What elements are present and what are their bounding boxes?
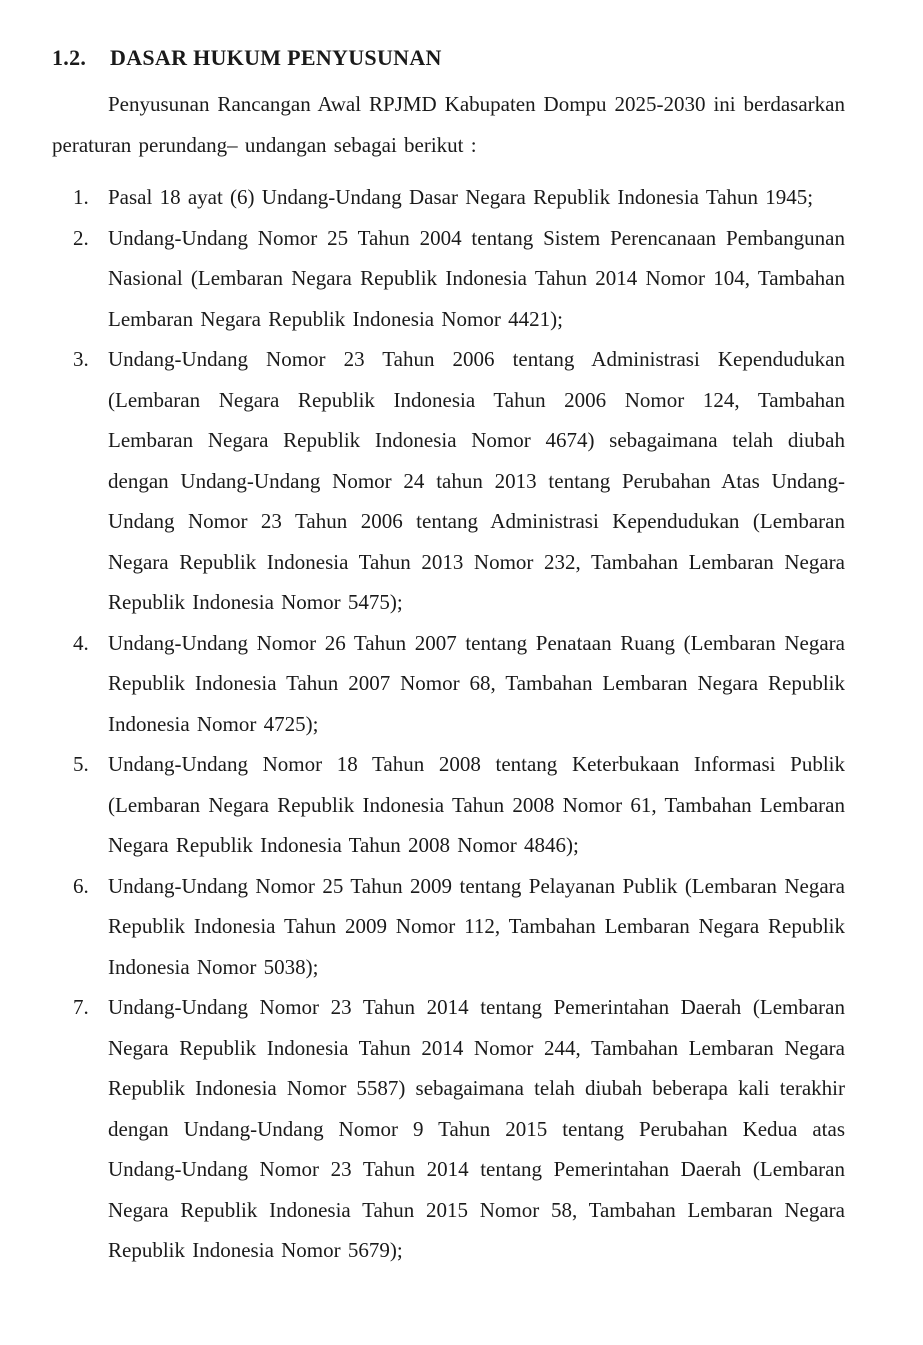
list-item-number: 4. xyxy=(73,630,89,655)
list-item-number: 6. xyxy=(73,873,89,898)
list-item-text: Undang-Undang Nomor 18 Tahun 2008 tentang Keterbukaan Informasi Publik (Lembaran Negara Republik Indonesia Tahun 2008 Nomor 61, Tambahan Lembaran Negara Republik Indonesia Tahun 2008 Nomor 4846); xyxy=(108,752,845,857)
section-number: 1.2. xyxy=(52,45,87,70)
list-item xyxy=(52,218,845,340)
list-item-text: Undang-Undang Nomor 23 Tahun 2006 tentang Administrasi Kependudukan (Lembaran Negara Republik Indonesia Tahun 2006 Nomor 124, Tambahan Lembaran Negara Republik Indonesia Nomor 4674) sebagaimana telah diubah dengan Undang-Undang Nomor 24 tahun 2013 tentang Perubahan Atas Undang-Undang Nomor 23 Tahun 2006 tentang Administrasi Kependudukan (Lembaran Negara Republik Indonesia Tahun 2013 Nomor 232, Tambahan Lembaran Negara Republik Indonesia Nomor 5475); xyxy=(108,347,845,614)
list-item xyxy=(52,866,845,988)
list-item xyxy=(52,177,845,218)
list-item-text: Pasal 18 ayat (6) Undang-Undang Dasar Negara Republik Indonesia Tahun 1945; xyxy=(108,185,814,209)
list-item xyxy=(52,744,845,866)
list-item-number: 3. xyxy=(73,347,89,371)
list-item-text: Undang-Undang Nomor 23 Tahun 2014 tentang Pemerintahan Daerah (Lembaran Negara Republik Indonesia Tahun 2014 Nomor 244, Tambahan Lembaran Negara Republik Indonesia Nomor 5587) sebagaimana telah diubah beberapa kali terakhir dengan Undang-Undang Nomor 9 Tahun 2015 tentang Perubahan Kedua atas Undang-Undang Nomor 23 Tahun 2014 tentang Pemerintahan Daerah (Lembaran Negara Republik Indonesia Tahun 2015 Nomor 58, Tambahan Lembaran Negara Republik Indonesia Nomor 5679); xyxy=(108,995,845,1262)
list-item xyxy=(52,339,845,623)
list-item-number: 7. xyxy=(73,995,89,1019)
intro-paragraph: Penyusunan Rancangan Awal RPJMD Kabupaten Dompu 2025-2030 ini berdasarkan peraturan perundang– undangan sebagai berikut : xyxy=(52,92,845,157)
list-item-text: Undang-Undang Nomor 25 Tahun 2004 tentang Sistem Perencanaan Pembangunan Nasional (Lembaran Negara Republik Indonesia Tahun 2014 Nomor 104, Tambahan Lembaran Negara Republik Indonesia Nomor 4421); xyxy=(108,225,845,331)
legal-basis-list xyxy=(52,177,845,1271)
list-item-text: Undang-Undang Nomor 25 Tahun 2009 tentang Pelayanan Publik (Lembaran Negara Republik Indonesia Tahun 2009 Nomor 112, Tambahan Lembaran Negara Republik Indonesia Nomor 5038); xyxy=(108,873,845,979)
section-heading xyxy=(52,44,845,71)
list-item xyxy=(52,623,845,745)
section-title: DASAR HUKUM PENYUSUNAN xyxy=(110,45,442,70)
list-item xyxy=(52,987,845,1271)
list-item-number: 2. xyxy=(73,225,89,250)
list-item-number: 5. xyxy=(73,752,89,776)
list-item-number: 1. xyxy=(73,185,89,209)
list-item-text: Undang-Undang Nomor 26 Tahun 2007 tentang Penataan Ruang (Lembaran Negara Republik Indonesia Tahun 2007 Nomor 68, Tambahan Lembaran Negara Republik Indonesia Nomor 4725); xyxy=(108,630,845,736)
